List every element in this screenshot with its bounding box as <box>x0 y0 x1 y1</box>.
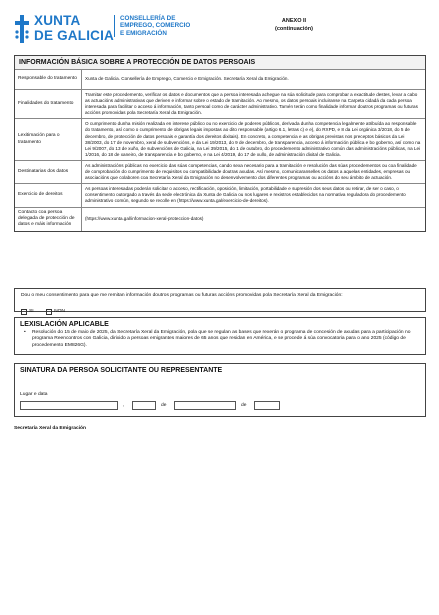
consent-yes-option[interactable] <box>21 309 34 315</box>
dept-line-2: EMPREGO, COMERCIO <box>120 22 191 30</box>
xunta-cross-icon <box>14 14 30 44</box>
table-row <box>15 184 425 207</box>
footer-issuer: Secretaría Xeral da Emigración <box>14 426 87 431</box>
data-protection-table <box>15 69 425 231</box>
row-text: O cumprimento dunha misión realizada en interese público ou no exercicio de poderes públicos, derivada dunha competencia legalmente atribuída ao responsable do tratamento, así como o cumprimento de obrigas legais impostas ao dito responsable (artigo 6.1, letras c) e e), do RXPD, e 8 da Lei orgánica 3/2018, do 5 de decembro, de protección de datos persoais e garantía dos dereitos dixitais). En concreto, a competencia e as obrigas previstas nos preceptos básicos da Lei 38/2003, do 17 de novembro, xeral de subvencións, e da Lei 19/2013, do 9 de decembro, de transparencia, acceso á información pública e bo goberno, así como na Lei 9/2007, do 13 de xuño, de subvencións de Galicia, na Lei 39/2015, do 1 de outubro, do procedemento administrativo común das administracións públicas, na Lei 1/2016, do 18 de xaneiro, de transparencia e bo goberno, e na Lei 4/2019, do 17 de xullo, de administración dixital de Galicia. <box>82 119 426 161</box>
signature-title: SINATURA DA PERSOA SOLICITANTE OU REPRESENTANTE <box>20 367 223 374</box>
department-name <box>114 15 190 37</box>
row-label: Destinatarias dos datos <box>15 160 82 183</box>
legislation-title: LEXISLACIÓN APLICABLE <box>20 321 109 328</box>
consent-no-label: NON <box>54 309 65 314</box>
bullet-icon: • <box>24 330 26 335</box>
table-row <box>15 119 425 161</box>
de-separator-2: de <box>241 403 247 408</box>
day-input[interactable] <box>132 401 156 410</box>
xunta-logo <box>14 12 114 48</box>
consent-question: Dou o meu consentimento para que me remitan información doutros programas ou futuras accións promovidas pola Secretaría Xeral da Emigración: <box>21 293 343 298</box>
table-row <box>15 90 425 119</box>
data-protection-title: INFORMACIÓN BÁSICA SOBRE A PROTECCIÓN DE DATOS PERSOAIS <box>15 56 425 69</box>
year-input[interactable] <box>254 401 280 410</box>
consent-no-option[interactable] <box>46 309 65 315</box>
consent-yes-checkbox[interactable] <box>21 309 27 315</box>
table-row <box>15 70 425 90</box>
row-label: Lexitimación para o tratamento <box>15 119 82 161</box>
row-text: Tramitar este procedemento, verificar os datos e documentos que a persoa interesada achegue na súa solicitude para comprobar a exactitude destes, levar a cabo as actuacións administrativas que deriven e informar sobre o estado de tramitación. Ao mesmo, os datos persoais incluiranse na Carpeta cidadá da cada persoa interesada para facilitar o acceso á información, tanto persoal como de carácter administrativo. Tamén terán como finalidade informar doutros programas ou futuras accións promovidas pola Secretaría Xeral da Emigración. <box>82 90 426 119</box>
consent-no-checkbox[interactable] <box>46 309 52 315</box>
row-text: As administracións públicas no exercicio das súas competencias, cando sexa necesario para a tramitación e resolución das súas procedementos ou coa finalidade de comprobación do cumprimento de requisitos ou compatibilidade doutras axudas. Así mesmo, comunicaranselles os datos a aquelas entidades, empresas ou asociacións que colaboren coa Secretaría Xeral da Emigración no desenvolvemento dos diferentes programas ou accións do seu ámbito de actuación. <box>82 160 426 183</box>
legislation-section <box>14 317 426 355</box>
row-text: (https://www.xunta.gal/informacion-xeral-proteccion-datos) <box>82 207 426 231</box>
comma-separator: , <box>123 403 125 408</box>
consent-section <box>14 288 426 312</box>
row-label: Responsable do tratamento <box>15 70 82 90</box>
row-text: As persoas interesadas poderán solicitar o acceso, rectificación, oposición, limitación, portabilidade e supresión dos seus datos ou retirar, de ser o caso, o consentimento outorgado a través da sede electrónica da Xunta de Galicia ou nos lugares e rexistros establecidos na normativa reguladora do procedemento administrativo común, segundo se recolle en (https://www.xunta.gal/exercicio-de-dereitos). <box>82 184 426 207</box>
table-row <box>15 160 425 183</box>
row-text: Xunta de Galicia. Consellería de Emprego, Comercio e Emigración. Secretaría Xeral da Emigración. <box>82 70 426 90</box>
row-label: Exercicio de dereitos <box>15 184 82 207</box>
legislation-item <box>20 330 420 349</box>
annex-subtitle: (continuación) <box>275 26 313 32</box>
dept-line-3: E EMIGRACIÓN <box>120 29 167 37</box>
signature-section <box>14 363 426 417</box>
de-separator-1: de <box>161 403 167 408</box>
consent-yes-label: SI <box>29 309 34 314</box>
logo-wordmark <box>34 13 114 43</box>
place-date-label: Lugar e data <box>20 392 48 397</box>
legislation-item-text: Resolución do 15 de maio de 2025, da Secretaría Xeral da Emigración, pola que se regulan as bases que rexerán o programa de concesión de axudas para a participación no programa Reencontros con Galicia, dirixido a persoas emigrantes maiores de 65 anos que residan en América, e se procede á súa convocatoria para o ano 2025 (código de procedemento EM826G). <box>32 330 411 348</box>
document-header <box>14 12 426 48</box>
table-row <box>15 207 425 231</box>
dept-line-1: CONSELLERÍA DE <box>120 15 176 22</box>
row-label: Contacto coa persoa delegada de protección de datos e máis información <box>15 207 82 231</box>
place-input[interactable] <box>20 401 118 410</box>
annex-title: ANEXO II <box>281 18 307 24</box>
annex-label <box>264 17 324 33</box>
month-input[interactable] <box>174 401 236 410</box>
row-label: Finalidades do tratamento <box>15 90 82 119</box>
logo-line-1: XUNTA <box>34 13 81 28</box>
data-protection-section <box>14 55 426 232</box>
logo-line-2: DE GALICIA <box>34 28 115 43</box>
